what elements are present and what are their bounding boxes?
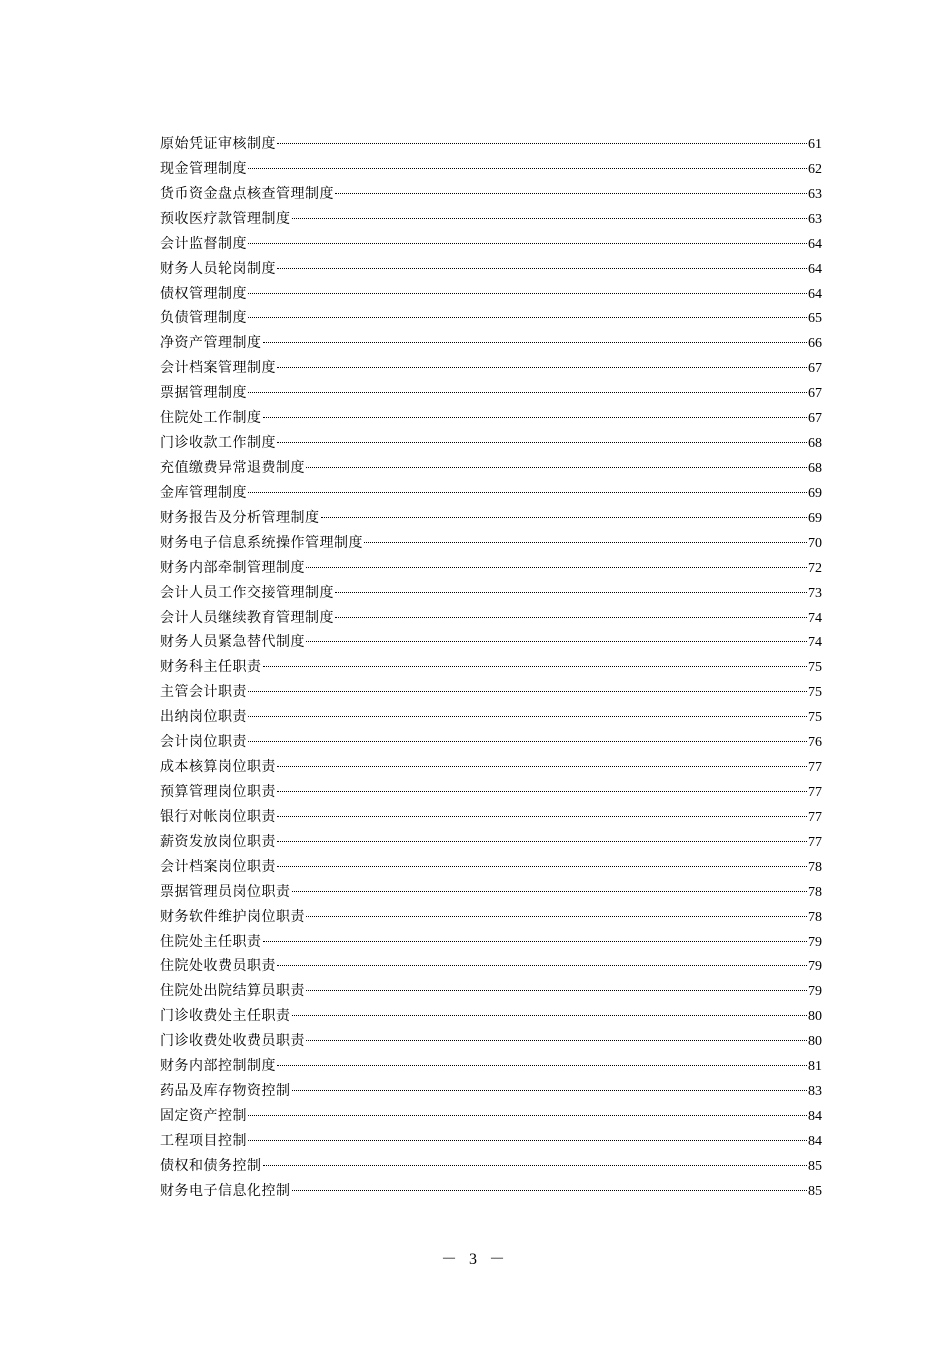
toc-entry-page: 81 <box>808 1059 822 1075</box>
toc-entry-page: 80 <box>808 1009 822 1025</box>
toc-entry-title: 门诊收费处主任职责 <box>160 1008 291 1025</box>
toc-entry-page: 85 <box>808 1158 822 1174</box>
toc-entry-title: 主管会计职责 <box>160 684 247 701</box>
toc-dot-leader <box>248 492 807 493</box>
toc-entry[interactable] <box>160 981 822 1006</box>
toc-entry-page: 69 <box>808 485 822 501</box>
toc-entry-page: 77 <box>808 760 822 776</box>
toc-entry-title: 工程项目控制 <box>160 1132 247 1149</box>
toc-entry[interactable] <box>160 558 822 583</box>
toc-entry-title: 原始凭证审核制度 <box>160 136 276 152</box>
toc-entry[interactable] <box>160 857 822 882</box>
toc-dot-leader <box>277 766 807 767</box>
toc-dot-leader <box>277 1065 807 1066</box>
toc-entry[interactable] <box>160 134 822 159</box>
toc-entry-title: 预收医疗款管理制度 <box>160 210 291 227</box>
toc-dot-leader <box>263 417 808 418</box>
toc-dot-leader <box>263 941 808 942</box>
toc-entry-title: 财务人员轮岗制度 <box>160 260 276 277</box>
toc-dot-leader <box>306 1040 807 1041</box>
toc-dot-leader <box>277 965 807 966</box>
toc-entry-page: 77 <box>808 784 822 800</box>
toc-entry[interactable] <box>160 383 822 408</box>
toc-entry-title: 住院处工作制度 <box>160 410 262 427</box>
toc-entry-page: 78 <box>808 909 822 925</box>
toc-dot-leader <box>277 816 807 817</box>
toc-entry-title: 财务电子信息化控制 <box>160 1182 291 1199</box>
toc-dot-leader <box>277 791 807 792</box>
toc-entry-title: 住院处出院结算员职责 <box>160 983 305 1000</box>
toc-dot-leader <box>364 542 807 543</box>
toc-entry-title: 住院处收费员职责 <box>160 958 276 975</box>
toc-entry[interactable] <box>160 259 822 284</box>
toc-entry-page: 64 <box>808 261 822 277</box>
toc-entry-title: 薪资发放岗位职责 <box>160 833 276 850</box>
toc-entry-title: 门诊收款工作制度 <box>160 435 276 452</box>
toc-entry-title: 债权和债务控制 <box>160 1157 262 1174</box>
toc-entry-page: 77 <box>808 834 822 850</box>
toc-entry-title: 充值缴费异常退费制度 <box>160 459 305 476</box>
toc-dot-leader <box>292 1090 808 1091</box>
toc-entry-title: 负债管理制度 <box>160 310 247 327</box>
toc-dot-leader <box>263 1165 808 1166</box>
toc-entry-page: 66 <box>808 336 822 352</box>
toc-entry[interactable] <box>160 533 822 558</box>
toc-entry[interactable] <box>160 1156 822 1181</box>
toc-entry[interactable] <box>160 1181 822 1206</box>
toc-dot-leader <box>292 891 808 892</box>
toc-entry-page: 84 <box>808 1133 822 1149</box>
toc-dot-leader <box>248 691 807 692</box>
toc-entry-title: 债权管理制度 <box>160 285 247 302</box>
toc-entry-title: 现金管理制度 <box>160 160 247 177</box>
toc-entry-title: 会计人员继续教育管理制度 <box>160 609 334 626</box>
toc-entry[interactable] <box>160 1106 822 1131</box>
toc-entry-page: 78 <box>808 884 822 900</box>
toc-entry[interactable] <box>160 1081 822 1106</box>
toc-entry[interactable] <box>160 707 822 732</box>
toc-entry[interactable] <box>160 932 822 957</box>
toc-entry[interactable] <box>160 408 822 433</box>
toc-entry-page: 67 <box>808 411 822 427</box>
toc-entry-title: 金库管理制度 <box>160 484 247 501</box>
toc-entry-page: 62 <box>808 161 822 177</box>
toc-entry[interactable] <box>160 757 822 782</box>
page-number: － 3 － <box>440 1251 509 1268</box>
toc-entry-page: 77 <box>808 809 822 825</box>
toc-entry-page: 76 <box>808 735 822 751</box>
toc-dot-leader <box>306 567 807 568</box>
toc-entry-page: 68 <box>808 460 822 476</box>
toc-dot-leader <box>263 666 808 667</box>
toc-entry-page: 75 <box>808 660 822 676</box>
toc-entry-page: 80 <box>808 1034 822 1050</box>
toc-entry[interactable] <box>160 832 822 857</box>
toc-entry-title: 成本核算岗位职责 <box>160 759 276 776</box>
toc-dot-leader <box>321 517 808 518</box>
toc-entry[interactable] <box>160 284 822 309</box>
toc-dot-leader <box>277 866 807 867</box>
toc-entry[interactable] <box>160 1056 822 1081</box>
toc-entry-title: 财务人员紧急替代制度 <box>160 634 305 651</box>
toc-entry[interactable] <box>160 682 822 707</box>
toc-entry-page: 67 <box>808 361 822 377</box>
toc-entry-title: 票据管理员岗位职责 <box>160 883 291 900</box>
toc-entry-title: 会计档案管理制度 <box>160 360 276 377</box>
toc-entry[interactable] <box>160 508 822 533</box>
toc-entry-page: 73 <box>808 585 822 601</box>
toc-entry-title: 财务内部牵制管理制度 <box>160 559 305 576</box>
toc-entry-page: 78 <box>808 859 822 875</box>
toc-entry-page: 85 <box>808 1183 822 1199</box>
toc-dot-leader <box>277 442 807 443</box>
toc-entry-title: 预算管理岗位职责 <box>160 783 276 800</box>
toc-entry-page: 64 <box>808 286 822 302</box>
toc-dot-leader <box>277 367 807 368</box>
table-of-contents <box>160 134 822 1206</box>
toc-entry-page: 69 <box>808 510 822 526</box>
toc-entry[interactable] <box>160 907 822 932</box>
toc-dot-leader <box>335 592 807 593</box>
toc-dot-leader <box>306 467 807 468</box>
toc-entry[interactable] <box>160 1131 822 1156</box>
toc-entry[interactable] <box>160 483 822 508</box>
toc-dot-leader <box>248 1140 807 1141</box>
toc-dot-leader <box>335 617 807 618</box>
toc-entry-page: 72 <box>808 560 822 576</box>
toc-entry-title: 固定资产控制 <box>160 1107 247 1124</box>
toc-dot-leader <box>248 716 807 717</box>
toc-dot-leader <box>248 317 807 318</box>
toc-entry[interactable] <box>160 234 822 259</box>
toc-dot-leader <box>248 168 807 169</box>
toc-dot-leader <box>306 916 807 917</box>
toc-entry[interactable] <box>160 732 822 757</box>
toc-entry-page: 75 <box>808 710 822 726</box>
toc-entry[interactable] <box>160 333 822 358</box>
toc-entry[interactable] <box>160 782 822 807</box>
toc-entry[interactable] <box>160 184 822 209</box>
toc-entry-page: 63 <box>808 186 822 202</box>
toc-entry-page: 84 <box>808 1108 822 1124</box>
toc-entry-title: 财务内部控制制度 <box>160 1058 276 1075</box>
toc-dot-leader <box>248 243 807 244</box>
toc-entry-page: 67 <box>808 386 822 402</box>
toc-dot-leader <box>248 392 807 393</box>
toc-dot-leader <box>292 218 808 219</box>
toc-entry[interactable] <box>160 632 822 657</box>
toc-dot-leader <box>306 641 807 642</box>
toc-entry-page: 79 <box>808 934 822 950</box>
toc-entry-page: 74 <box>808 635 822 651</box>
toc-entry[interactable] <box>160 209 822 234</box>
toc-entry-page: 79 <box>808 959 822 975</box>
toc-entry[interactable] <box>160 807 822 832</box>
toc-dot-leader <box>335 193 807 194</box>
toc-entry-page: 65 <box>808 311 822 327</box>
toc-entry[interactable] <box>160 882 822 907</box>
toc-dot-leader <box>277 143 807 144</box>
toc-dot-leader <box>248 1115 807 1116</box>
toc-entry-title: 会计监督制度 <box>160 235 247 252</box>
toc-entry[interactable] <box>160 358 822 383</box>
toc-entry-title: 净资产管理制度 <box>160 335 262 352</box>
toc-entry-page: 61 <box>808 137 822 152</box>
toc-entry[interactable] <box>160 159 822 184</box>
toc-dot-leader <box>277 841 807 842</box>
toc-entry-page: 74 <box>808 610 822 626</box>
toc-dot-leader <box>292 1190 808 1191</box>
toc-entry-title: 门诊收费处收费员职责 <box>160 1033 305 1050</box>
toc-entry-title: 会计岗位职责 <box>160 734 247 751</box>
toc-entry-page: 63 <box>808 211 822 227</box>
toc-entry[interactable] <box>160 458 822 483</box>
toc-entry-title: 财务报告及分析管理制度 <box>160 509 320 526</box>
toc-entry-title: 会计人员工作交接管理制度 <box>160 584 334 601</box>
toc-entry[interactable] <box>160 433 822 458</box>
toc-entry[interactable] <box>160 1031 822 1056</box>
toc-entry-title: 货币资金盘点核查管理制度 <box>160 185 334 202</box>
toc-entry-page: 79 <box>808 984 822 1000</box>
toc-entry-title: 财务软件维护岗位职责 <box>160 908 305 925</box>
toc-entry-page: 64 <box>808 236 822 252</box>
toc-entry[interactable] <box>160 583 822 608</box>
toc-dot-leader <box>306 990 807 991</box>
toc-dot-leader <box>277 268 807 269</box>
toc-entry[interactable] <box>160 608 822 633</box>
toc-entry-title: 财务科主任职责 <box>160 659 262 676</box>
toc-entry[interactable] <box>160 657 822 682</box>
toc-entry-title: 会计档案岗位职责 <box>160 858 276 875</box>
toc-entry-title: 出纳岗位职责 <box>160 709 247 726</box>
toc-entry-page: 68 <box>808 436 822 452</box>
toc-entry-title: 财务电子信息系统操作管理制度 <box>160 534 363 551</box>
toc-entry-page: 83 <box>808 1084 822 1100</box>
toc-entry[interactable] <box>160 956 822 981</box>
toc-dot-leader <box>292 1015 808 1016</box>
toc-entry-page: 70 <box>808 535 822 551</box>
toc-entry-title: 银行对帐岗位职责 <box>160 808 276 825</box>
toc-entry[interactable] <box>160 308 822 333</box>
toc-entry-title: 药品及库存物资控制 <box>160 1083 291 1100</box>
toc-entry-title: 住院处主任职责 <box>160 933 262 950</box>
toc-entry-title: 票据管理制度 <box>160 385 247 402</box>
toc-dot-leader <box>248 293 807 294</box>
toc-entry[interactable] <box>160 1006 822 1031</box>
toc-dot-leader <box>248 741 807 742</box>
toc-entry-page: 75 <box>808 685 822 701</box>
toc-dot-leader <box>263 342 808 343</box>
